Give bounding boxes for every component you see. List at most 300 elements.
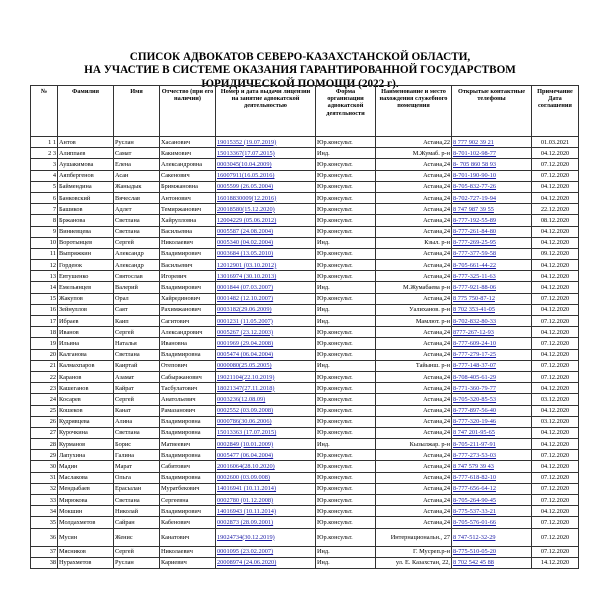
table-row (31, 159, 579, 170)
row-num: 28 (31, 439, 58, 450)
row-name: Женис (114, 528, 160, 546)
license-link[interactable]: 14016943 (10.11.2014) (217, 507, 277, 515)
phone-link[interactable]: 8-777-656-64-12 (453, 485, 497, 493)
row-surname: Иванов (58, 327, 114, 338)
row-num: 6 (31, 192, 58, 203)
license-link[interactable]: 12004229 (05.06.2012) (217, 216, 277, 224)
row-num: 37 (31, 546, 58, 557)
license-link[interactable]: 0002780 (01.12.2008) (217, 496, 274, 504)
row-date: 08.12.2020 (532, 215, 579, 226)
row-date: 22.12.2020 (532, 204, 579, 215)
license-link[interactable]: 0005587 (24.08.2004) (217, 228, 274, 236)
row-patronymic: Кариевич (160, 557, 216, 568)
table-row (31, 405, 579, 416)
phone-link[interactable]: 8 775 750-87-12 (453, 295, 495, 303)
row-surname: Гордеюк (58, 260, 114, 271)
row-name: Самат (114, 148, 160, 159)
phone-link[interactable]: 8-705-576-01-66 (453, 518, 497, 526)
row-date: 04.12.2020 (532, 226, 579, 237)
license-link[interactable]: 0002600 (03.09.008) (217, 474, 270, 482)
row-surname: Мокшин (58, 506, 114, 517)
row-patronymic: Сабыржанович (160, 371, 216, 382)
row-name: Светлана (114, 427, 160, 438)
row-patronymic: Владимировна (160, 349, 216, 360)
row-num: 20 (31, 349, 58, 360)
row-license (216, 327, 316, 338)
phone-link[interactable]: 8-702-832-80-33 (453, 317, 497, 325)
table-row (31, 360, 579, 371)
table-row (31, 427, 579, 438)
row-form: Юр.консульт. (316, 371, 376, 382)
row-num: 31 (31, 472, 58, 483)
row-num: 11 (31, 248, 58, 259)
license-link[interactable]: 15013367(17.07.2015) (217, 149, 275, 157)
row-surname: Мусин (58, 528, 114, 546)
row-date: 03.12.2020 (532, 394, 579, 405)
row-surname: Калмахпаров (58, 360, 114, 371)
license-link[interactable]: 0003182(29.06.2009) (217, 306, 272, 314)
row-surname: Калганова (58, 349, 114, 360)
row-surname: Воротынцев (58, 237, 114, 248)
license-link[interactable]: 16007911(16.05.2016) (217, 172, 275, 180)
row-surname: Ибраев (58, 316, 114, 327)
row-phone (452, 304, 532, 315)
license-link[interactable]: 12012901 (03.10.2012) (217, 261, 277, 269)
license-link[interactable]: 18021347(27.11.2018) (217, 384, 275, 392)
row-license (216, 383, 316, 394)
row-form: Юр.консульт. (316, 349, 376, 360)
row-surname: Косарев (58, 394, 114, 405)
row-date: 09.12.2020 (532, 248, 579, 259)
row-phone (452, 461, 532, 472)
row-location: Астана,24 (376, 293, 452, 304)
row-license (216, 248, 316, 259)
row-license (216, 528, 316, 546)
table-row (31, 327, 579, 338)
row-surname: Алиппаев (58, 148, 114, 159)
row-num: 1 1 (31, 137, 58, 148)
row-location: Астана,24 (376, 394, 452, 405)
row-num: 2 3 (31, 148, 58, 159)
row-license (216, 260, 316, 271)
row-phone (452, 327, 532, 338)
row-num: 21 (31, 360, 58, 371)
phone-link[interactable]: 8 777 902 39 21 (453, 138, 494, 146)
row-surname: Молдахметов (58, 517, 114, 528)
row-phone (452, 159, 532, 170)
row-patronymic: Антонович (160, 192, 216, 203)
row-form: Инд. (316, 546, 376, 557)
row-patronymic: Сергеевна (160, 495, 216, 506)
phone-link[interactable]: 8-701-102-98-77 (453, 149, 497, 157)
row-form: Юр.консульт. (316, 427, 376, 438)
phone-link[interactable]: 8-705-832-77-26 (453, 183, 497, 191)
table-row (31, 349, 579, 360)
row-location: Г. Мусреп.р-н (376, 546, 452, 557)
row-num: 26 (31, 416, 58, 427)
license-link[interactable]: 0000786(30.06.2006) (217, 418, 272, 426)
row-location: Астана,24 (376, 506, 452, 517)
row-num: 8 (31, 215, 58, 226)
row-name: Сергей (114, 546, 160, 557)
row-license (216, 405, 316, 416)
license-link[interactable]: 0002552 (03.09.2008) (217, 407, 274, 415)
license-link[interactable]: 13016974 (30.10.2013) (217, 272, 277, 280)
row-patronymic: Владимирович (160, 248, 216, 259)
table-row (31, 439, 579, 450)
phone-link[interactable]: 8-777-609-24-10 (453, 339, 497, 347)
row-location: Уалиханов. р-н (376, 304, 452, 315)
phone-link[interactable]: 8-777-921-88-06 (453, 284, 497, 292)
license-link[interactable]: 19024734(30.12.2019) (217, 533, 275, 541)
row-date: 07.12.2020 (532, 371, 579, 382)
row-surname: Каранов (58, 371, 114, 382)
phone-link[interactable]: 8 702 542 45 88 (453, 559, 494, 567)
title-line-3: ЮРИДИЧЕСКОЙ ПОМОЩИ (2022 г). (201, 77, 399, 90)
header-location: Наименование и место нахождения служебного помещения (376, 86, 452, 137)
row-phone (452, 439, 532, 450)
document-title (0, 0, 600, 91)
row-patronymic: Канатович (160, 528, 216, 546)
row-surname: Антов (58, 137, 114, 148)
license-link[interactable]: 0005340 (04.02.2004) (217, 239, 274, 247)
license-link[interactable]: 0003045(10.04.2009) (217, 160, 272, 168)
row-form: Юр.консульт. (316, 192, 376, 203)
header-surname: Фамилия (58, 86, 114, 137)
phone-link[interactable]: 8777-267-12-93 (453, 328, 494, 336)
row-license (216, 192, 316, 203)
row-license (216, 472, 316, 483)
license-link[interactable]: 15013363 (17.07.2015) (217, 429, 277, 437)
row-phone (452, 260, 532, 271)
row-form: Инд. (316, 282, 376, 293)
row-date: 04.12.2020 (532, 349, 579, 360)
row-location: Астана,24 (376, 181, 452, 192)
row-name: Марат (114, 461, 160, 472)
row-location: М.Жумаб. р-н (376, 148, 452, 159)
license-link[interactable]: 0002873 (28.09.2001) (217, 518, 274, 526)
row-form: Юр.консульт. (316, 226, 376, 237)
header-name: Имя (114, 86, 160, 137)
row-form: Юр.консульт. (316, 271, 376, 282)
row-date: 04.12.2020 (532, 383, 579, 394)
table-row (31, 192, 579, 203)
header-num: № (31, 86, 58, 137)
row-patronymic: Васильевна (160, 226, 216, 237)
phone-link[interactable]: 8-777-148-37-07 (453, 362, 497, 370)
row-num: 16 (31, 304, 58, 315)
row-location: Астана,24 (376, 159, 452, 170)
row-phone (452, 546, 532, 557)
row-license (216, 316, 316, 327)
row-license (216, 226, 316, 237)
row-location: Астана,22 (376, 137, 452, 148)
row-phone (452, 416, 532, 427)
row-name: Саят (114, 304, 160, 315)
row-num: 27 (31, 427, 58, 438)
row-location: Астана,24 (376, 170, 452, 181)
row-phone (452, 405, 532, 416)
row-num: 30 (31, 461, 58, 472)
row-form: Юр.консульт. (316, 327, 376, 338)
header-license: Номер и дата выдачи лицензии на занятие адвокатской деятельностью (216, 86, 316, 137)
license-link[interactable]: 0000080(25.05.2005) (217, 362, 272, 370)
row-license (216, 427, 316, 438)
license-link[interactable]: 0003236(12.08.09) (217, 395, 266, 403)
row-num: 19 (31, 338, 58, 349)
row-form: Юр.консульт. (316, 170, 376, 181)
row-form: Юр.консульт. (316, 338, 376, 349)
table-row (31, 416, 579, 427)
table-row (31, 293, 579, 304)
table-row (31, 148, 579, 159)
phone-link[interactable]: 8 747 579 39 43 (453, 463, 494, 471)
phone-link[interactable]: 8-777-618-82-10 (453, 474, 497, 482)
row-phone (452, 192, 532, 203)
row-license (216, 159, 316, 170)
row-name: Азамат (114, 371, 160, 382)
row-name: Александр (114, 248, 160, 259)
row-phone (452, 170, 532, 181)
row-name: Николай (114, 506, 160, 517)
row-surname: Жакупов (58, 293, 114, 304)
row-phone (452, 528, 532, 546)
table-header-row (31, 86, 579, 137)
license-link[interactable]: 19021104(22.10.2019) (217, 373, 275, 381)
row-location: Астана,24 (376, 260, 452, 271)
row-phone (452, 237, 532, 248)
phone-link[interactable]: 8-777-279-17-25 (453, 351, 497, 359)
phone-link[interactable]: 8-705-661-44-22 (453, 261, 497, 269)
row-location: Астана,24 (376, 338, 452, 349)
row-location: Астана,24 (376, 349, 452, 360)
phone-link[interactable]: 8-705-320-85-53 (453, 395, 497, 403)
row-license (216, 204, 316, 215)
row-patronymic: Владимировна (160, 416, 216, 427)
row-location: Астана,24 (376, 416, 452, 427)
row-surname: Мирюкова (58, 495, 114, 506)
row-date: 07.12.2020 (532, 159, 579, 170)
row-date: 04.12.2020 (532, 148, 579, 159)
row-patronymic: Рамазанович (160, 405, 216, 416)
row-form: Юр.консульт. (316, 204, 376, 215)
row-license (216, 215, 316, 226)
phone-link[interactable]: 8 747 987 39 55 (453, 205, 494, 213)
row-location: Астана,24 (376, 450, 452, 461)
phone-link[interactable]: 8-777-320-19-46 (453, 418, 497, 426)
license-link[interactable]: 0001095 (23.02.2007) (217, 548, 274, 556)
table-row (31, 461, 579, 472)
license-link[interactable]: 0005474 (06.04.2004) (217, 351, 274, 359)
row-patronymic: Какимович (160, 148, 216, 159)
license-link[interactable]: 0005477 (06.04.2004) (217, 451, 274, 459)
row-date: 07.12.2020 (532, 316, 579, 327)
row-license (216, 338, 316, 349)
row-form: Юр.консульт. (316, 260, 376, 271)
license-link[interactable]: 0001969 (29.04.2008) (217, 339, 274, 347)
row-license (216, 546, 316, 557)
row-date: 04.12.2020 (532, 439, 579, 450)
table-row (31, 181, 579, 192)
row-form: Юр.консульт. (316, 528, 376, 546)
license-link[interactable]: 0002849 (10.01.2009) (217, 440, 274, 448)
row-phone (452, 371, 532, 382)
row-form: Юр.консульт. (316, 137, 376, 148)
row-location: Астана,24 (376, 192, 452, 203)
license-link[interactable]: 20008974 (24.06.2020) (217, 559, 277, 567)
table-row (31, 137, 579, 148)
row-form: Юр.консульт. (316, 506, 376, 517)
row-form: Инд. (316, 237, 376, 248)
row-location: Астана,24 (376, 472, 452, 483)
row-name: Вячеслав (114, 192, 160, 203)
row-license (216, 237, 316, 248)
row-location: Астана,24 (376, 383, 452, 394)
row-name: Светлана (114, 495, 160, 506)
row-form: Инд. (316, 557, 376, 568)
row-surname: Мендыбаев (58, 483, 114, 494)
row-phone (452, 472, 532, 483)
phone-link[interactable]: 8-777-325-11-63 (453, 272, 496, 280)
phone-link[interactable]: 8-777-273-53-03 (453, 451, 497, 459)
header-phone: Открытые контактные телефоны (452, 86, 532, 137)
row-name: Александр (114, 260, 160, 271)
phone-link[interactable]: 8-708-405-61-29 (453, 373, 497, 381)
phone-link[interactable]: 8- 705 860 58 93 (453, 160, 497, 168)
row-date: 04.12.2020 (532, 282, 579, 293)
phone-link[interactable]: 8-777-192-55-89 (453, 216, 497, 224)
row-location: Астана,24 (376, 371, 452, 382)
phone-link[interactable]: 8-701-190-90-10 (453, 172, 497, 180)
table-row (31, 304, 579, 315)
table-row (31, 450, 579, 461)
row-num: 15 (31, 293, 58, 304)
table-row (31, 517, 579, 528)
phone-link[interactable]: 8-777-269-25-95 (453, 239, 497, 247)
row-num: 3 (31, 159, 58, 170)
row-name: Сергей (114, 394, 160, 405)
phone-link[interactable]: 8 702 353-41-05 (453, 306, 495, 314)
license-link[interactable]: 0001482 (12.10.2007) (217, 295, 274, 303)
row-patronymic: Темиржанович (160, 204, 216, 215)
title-line-1: СПИСОК АДВОКАТОВ СЕВЕРО-КАЗАХСТАНСКОЙ ОБЛАСТИ, (129, 51, 471, 63)
phone-link[interactable]: 8-775-537-33-21 (453, 507, 497, 515)
row-phone (452, 427, 532, 438)
row-date: 14.12.2020 (532, 557, 579, 568)
row-patronymic: Бримжановна (160, 181, 216, 192)
license-link[interactable]: 0001844 (07.03.2007) (217, 284, 274, 292)
row-surname: Кудрявцева (58, 416, 114, 427)
row-date: 04.12.2020 (532, 405, 579, 416)
row-date: 07.12.2020 (532, 170, 579, 181)
row-location: Астана,24 (376, 495, 452, 506)
row-patronymic: Рахимжанович (160, 304, 216, 315)
row-surname: Курманов (58, 439, 114, 450)
row-license (216, 517, 316, 528)
phone-link[interactable]: 8 747-512-32-29 (453, 533, 496, 541)
row-name: Галина (114, 450, 160, 461)
row-phone (452, 338, 532, 349)
row-surname: Бржанова (58, 215, 114, 226)
license-link[interactable]: 0003684 (13.05.2010) (217, 250, 274, 258)
row-date: 07.12.2020 (532, 293, 579, 304)
row-surname: Евтушенко (58, 271, 114, 282)
row-surname: Ильина (58, 338, 114, 349)
row-name: Каип (114, 316, 160, 327)
row-date: 07.12.2020 (532, 517, 579, 528)
row-num: 14 (31, 282, 58, 293)
row-form: Инд. (316, 304, 376, 315)
row-num: 36 (31, 528, 58, 546)
row-num: 25 (31, 405, 58, 416)
license-link[interactable]: 0005267 (23.12.2003) (217, 328, 274, 336)
row-phone (452, 271, 532, 282)
row-surname: Зейнуллов (58, 304, 114, 315)
row-location: Астана,24 (376, 517, 452, 528)
row-surname: Баймендина (58, 181, 114, 192)
table-row (31, 204, 579, 215)
table-row (31, 215, 579, 226)
row-date: 07.12.2020 (532, 338, 579, 349)
table-row (31, 506, 579, 517)
license-link[interactable]: 16018830009(12.2016) (217, 194, 277, 202)
phone-link[interactable]: 8 747 201-95-65 (453, 429, 495, 437)
row-num: 22 (31, 371, 58, 382)
row-license (216, 371, 316, 382)
row-date: 04.12.2020 (532, 181, 579, 192)
phone-link[interactable]: 8-702-727-19-94 (453, 194, 497, 202)
phone-link[interactable]: 8-771-360-79-77 (453, 384, 497, 392)
row-location: Астана,24 (376, 405, 452, 416)
row-surname: Кашеганов (58, 383, 114, 394)
row-phone (452, 360, 532, 371)
row-license (216, 495, 316, 506)
license-link[interactable]: 20016064(28.10.2020) (217, 463, 275, 471)
phone-link[interactable]: 8-705-264-90-45 (453, 496, 497, 504)
row-phone (452, 383, 532, 394)
phone-link[interactable]: 8-705-211-97-91 (453, 440, 496, 448)
table-body (31, 137, 579, 569)
license-link[interactable]: 20018580(15.12.2020) (217, 205, 275, 213)
row-date: 03.12.2020 (532, 416, 579, 427)
phone-link[interactable]: 8-777-897-56-40 (453, 407, 497, 415)
row-patronymic: Владимировна (160, 450, 216, 461)
row-license (216, 282, 316, 293)
row-license (216, 181, 316, 192)
license-link[interactable]: 19015352 (19.07.2019) (217, 138, 277, 146)
row-location: Астана,24 (376, 248, 452, 259)
phone-link[interactable]: 8-775-510-05-20 (453, 548, 497, 556)
license-link[interactable]: 14016941 (10.11.2014) (217, 485, 277, 493)
title-line-2: НА УЧАСТИЕ В СИСТЕМЕ ОКАЗАНИЯ ГАРАНТИРОВАННОЙ ГОСУДАРСТВОМ (84, 64, 516, 77)
license-link[interactable]: 0005599 (26.05.2004) (217, 183, 274, 191)
row-surname: Аяпбергенов (58, 170, 114, 181)
row-location: Астана,24 (376, 226, 452, 237)
table-row (31, 557, 579, 568)
row-location: Астана,24 (376, 204, 452, 215)
table-row (31, 316, 579, 327)
license-link[interactable]: 0001231 (11.05.2007) (217, 317, 273, 325)
phone-link[interactable]: 8-777-261-84-80 (453, 228, 497, 236)
row-name: Кайрат (114, 383, 160, 394)
row-phone (452, 349, 532, 360)
row-patronymic: Васильевич (160, 260, 216, 271)
phone-link[interactable]: 8-777-377-59-58 (453, 250, 497, 258)
row-license (216, 349, 316, 360)
table-row (31, 170, 579, 181)
row-phone (452, 495, 532, 506)
row-surname: Маслакова (58, 472, 114, 483)
